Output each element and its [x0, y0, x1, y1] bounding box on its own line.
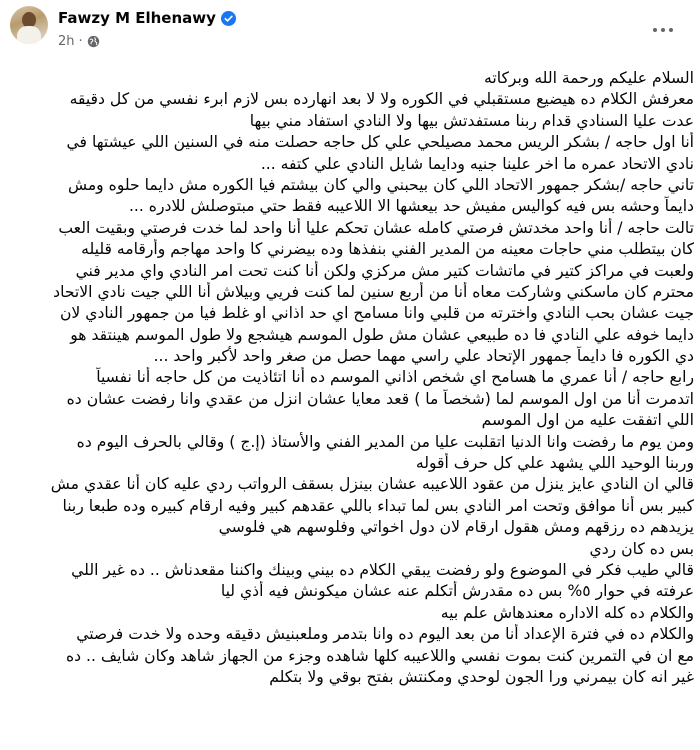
more-options-icon[interactable] [645, 20, 681, 40]
post-text-line: عدت عليا السنادي قدام ربنا مستفدتش بيها ولا النادي استفاد مني بيها [249, 111, 694, 130]
post-text-line: السلام عليكم ورحمة الله وبركاته [484, 69, 694, 87]
post-text-line: كان بيتطلب مني حاجات معينه من المدير الفني بنفذها وده بيضرني كا واحد مهاجم وأرقامه قليله [81, 240, 694, 259]
author-avatar[interactable] [10, 6, 48, 44]
post-header [0, 0, 700, 58]
more-dot [653, 28, 657, 32]
post-text-line: محترم كان ماسكني وشاركت معاه أنا من أربع سنين لما كنت فريي وبيلاش أنا اللي جيت نادي الاتحاد [53, 282, 694, 301]
post-text-line: اتدمرت أنا من اول الموسم لما (شخصاً ما ) قعد معايا عشان انزل من عقدي وانا رفضت عشان ده [66, 389, 694, 408]
post-text-line: دايما خوفه علي النادي فا ده طبيعي عشان مش طول الموسم هيشجع ولا طول الموسم هينتقد هو [70, 325, 694, 344]
verified-badge-icon [221, 11, 236, 26]
post-text-line: دي الكوره فا دايماً جمهور الإتحاد علي راسي مهما حصل من صغر واحد لأكبر واحد ... [153, 347, 694, 366]
avatar-body-shape [17, 26, 41, 44]
post-text-line: تاني حاجه /بشكر جمهور الاتحاد اللي كان بيحبني والي كان بيشتم فيا الكوره مش دايما حلوه ومش [67, 175, 694, 194]
post-text-line: عرفته في حوار ٥% بس ده مقدرش أتكلم عنه عشان ميكونش فيه أذي ليا [220, 582, 694, 601]
post-text-line: والكلام ده في فترة الإعداد أنا من بعد اليوم ده وانا بتدمر وملعبنيش دقيقه وحده ولا خدت فرصتي [76, 625, 694, 644]
post-text-line: معرفش الكلام ده هيضيع مستقبلي في الكوره ولا لا بعد انهارده بس لازم ابرء نفسي من كل دقيقه [69, 90, 694, 109]
meta-separator: · [78, 33, 83, 49]
post-text-line: والكلام ده كله الاداره معندهاش علم بيه [440, 603, 694, 622]
post-text-line: نادي الاتحاد عمره ما اخر علينا جنيه ودايما شايل النادي علي كتفه ... [260, 154, 694, 173]
post-text-line: أنا اول حاجه / بشكر الريس محمد مصيلحي علي كل حاجه حصلت منه في السنين اللي عيشتها في [66, 133, 694, 152]
post-time[interactable]: 2h [58, 33, 75, 49]
post-text-line: ومن يوم ما رفضت وانا الدنيا اتقلبت عليا من المدير الفني والأستاذ (إ.ج ) وقالي بالحرف اليوم ده [76, 432, 694, 451]
post-text-line: قالي طيب فكر في الموضوع ولو رفضت يبقي الكلام ده بيني وبينك واكننا مقعدناش .. ده غير اللي [71, 560, 694, 579]
post-text-line: قالي ان النادي عايز ينزل من عقود اللاعيبه عشان بينزل بسقف الرواتب ردي عليه كان أنا عقدي مش [50, 475, 694, 494]
post-text-line: تالت حاجه / أنا واحد مخدتش فرصتي كامله عشان تحكم عليا أنا واحد لما خدت فرصتي وبقيت العب [58, 218, 694, 237]
post-text [6, 68, 694, 750]
globe-icon[interactable] [87, 35, 100, 48]
post-meta [58, 33, 100, 49]
author-name[interactable]: Fawzy M Elhenawy [58, 9, 216, 27]
post-text-line: وربنا الوحيد اللي يشهد علي كل حرف أقوله [415, 454, 694, 473]
post-text-line: رابع حاجه / أنا عمري ما هسامح اي شخص اذاني الموسم ده أنا اتئاذيت من كل حاجه أنا نفسياً [96, 368, 694, 387]
post-text-line: دايماً وحشه بس فيه كواليس مفيش حد بيعشها الا اللاعيبه فقط حتي مبتوصلش للادره ... [128, 197, 694, 216]
more-dot [661, 28, 665, 32]
post-text-line: ولعبت في مراكز كتير في ماتشات كتير مش مركزي ولكن أنا كنت تحت امر النادي واي مدير فني [75, 261, 694, 280]
author-row [58, 8, 236, 28]
post-text-line: كبير بس أنا موافق وتحت امر النادي بس لما تبداء باللي عقدهم كبير وفيه ارقام كبيره وده طبعا ربنا [62, 496, 694, 515]
post-text-line: غير انه كان بيمرني ورا الجون لوحدي ومكنتش بفتح بوقي ولا بتكلم [269, 667, 694, 686]
post-text-line: اللي اتفقت عليه من اول الموسم [481, 411, 694, 430]
more-dot [669, 28, 673, 32]
post-text-line: جيت عشان بحب النادي واخترته من قلبي وانا مسامح اي حد اذاني او غلط فيا من جمهور النادي لان [59, 304, 694, 323]
post-text-line: مع ان في التمرين كنت بموت نفسي واللاعيبه كلها شاهده وجزء من الجهاز شاهد وكان شايف .. ده [65, 646, 694, 665]
post-text-line: يزيدهم ده رزقهم ومش هقول ارقام لان دول اخواتي وفلوسهم هي فلوسي [218, 518, 694, 537]
post-text-line: بس ده كان ردي [589, 539, 694, 558]
